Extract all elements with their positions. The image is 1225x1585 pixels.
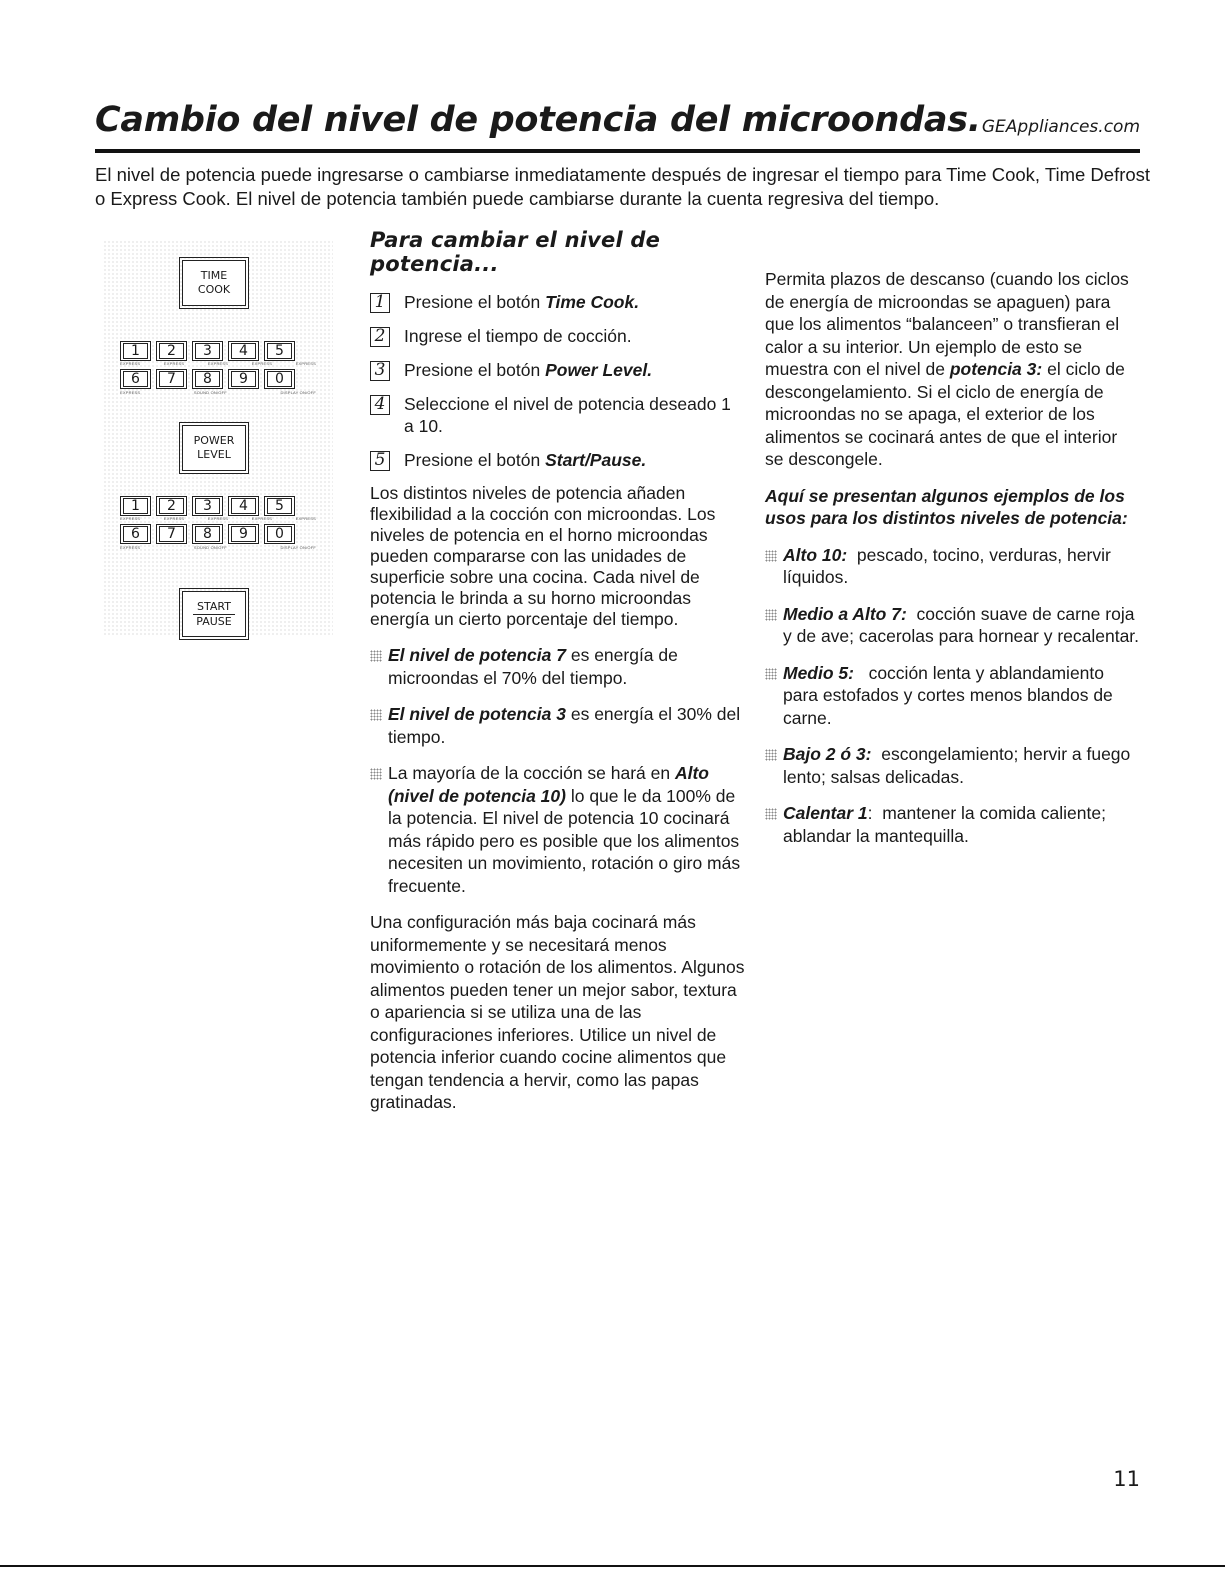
step-3	[370, 359, 745, 381]
key-4: 4	[228, 341, 259, 361]
key-3: 3	[192, 496, 223, 516]
step-number-1: 1	[370, 293, 390, 313]
bullet-marker-icon	[370, 709, 382, 721]
key-5: 5	[264, 341, 295, 361]
key-0: 0	[264, 524, 295, 544]
bullet-marker-icon	[370, 650, 382, 662]
number-row-2-bottom	[120, 524, 295, 544]
step-number-3: 3	[370, 361, 390, 381]
key-7: 7	[156, 369, 187, 389]
keypad-illustration	[103, 240, 333, 636]
bullet-marker-icon	[765, 668, 777, 680]
key-3: 3	[192, 341, 223, 361]
number-row-2-top	[120, 369, 295, 389]
key-5: 5	[264, 496, 295, 516]
example-low-2-3: Bajo 2 ó 3: escongelamiento; hervir a fuego lento; salsas delicadas.	[765, 743, 1140, 788]
example-high-10: Alto 10: pescado, tocino, verduras, hervir líquidos.	[765, 544, 1140, 589]
bullet-marker-icon	[765, 609, 777, 621]
key-6: 6	[120, 524, 151, 544]
time-cook-key-label-bottom: COOK	[197, 283, 231, 296]
steps-heading: Para cambiar el nivel de potencia...	[370, 228, 661, 276]
bullet-marker-icon	[370, 768, 382, 780]
example-warm-1: Calentar 1: mantener la comida caliente; ablandar la mantequilla.	[765, 802, 1140, 847]
bottom-rule	[0, 1565, 1225, 1567]
number-row-1-top	[120, 341, 295, 361]
step-4	[370, 393, 745, 437]
row-caption-2: EXPRESS SOUND ON/OFF DISPLAY ON/OFF	[120, 390, 316, 395]
bullet-marker-icon	[765, 808, 777, 820]
step-1	[370, 291, 745, 313]
right-column	[765, 268, 1140, 861]
page-number: 11	[1113, 1467, 1140, 1491]
row-caption: EXPRESS EXPRESS EXPRESS EXPRESS EXPRESS	[120, 361, 316, 366]
rest-periods-paragraph: Permita plazos de descanso (cuando los ciclos de energía de microondas se apaguen) para que los alimentos “balanceen” o transfieran el calor a su interior. Un ejemplo de esto se muestra con el nivel de potencia 3: el ciclo de descongelamiento. Si el ciclo de energía de microondas no se apaga, el exterior de los alimentos se cocinará antes de que el interior se descongele.	[765, 269, 1129, 469]
start-pause-key	[182, 591, 246, 637]
examples-heading: Aquí se presentan algunos ejemplos de los usos para los distintos niveles de potencia:	[765, 485, 1128, 528]
power-level-key-label-top: POWER	[193, 434, 235, 447]
step-text-5: Presione el botón Start/Pause.	[404, 450, 647, 470]
bullet-power-3: El nivel de potencia 3 es energía el 30% del tiempo.	[370, 703, 745, 748]
step-text-1: Presione el botón Time Cook.	[404, 292, 640, 312]
power-level-key	[182, 425, 246, 471]
start-pause-key-label-bottom: PAUSE	[193, 614, 234, 629]
step-2	[370, 325, 745, 347]
lower-setting-paragraph: Una configuración más baja cocinará más uniformemente y se necesitará menos movimiento o rotación de los alimentos. Algunos alimentos pueden tener un mejor sabor, textura o apariencia si se utiliza una de las configuraciones inferiores. Utilice un nivel de potencia inferior cuando cocine alimentos que tengan tendencia a hervir, como las papas gratinadas.	[370, 912, 745, 1112]
step-5	[370, 449, 745, 471]
row-caption-3: EXPRESS EXPRESS EXPRESS EXPRESS EXPRESS	[120, 516, 316, 521]
step-number-4: 4	[370, 395, 390, 415]
intro-paragraph: El nivel de potencia puede ingresarse o cambiarse inmediatamente después de ingresar el tiempo para Time Cook, Time Defrost o Express Cook. El nivel de potencia también puede cambiarse durante la cuenta regresiva del tiempo.	[95, 164, 1151, 209]
bullet-marker-icon	[765, 550, 777, 562]
step-text-4: Seleccione el nivel de potencia deseado 1 a 10.	[404, 394, 731, 436]
step-text-3: Presione el botón Power Level.	[404, 360, 653, 380]
example-medium-high-7: Medio a Alto 7: cocción suave de carne roja y de ave; cacerolas para hornear y recalentar.	[765, 603, 1140, 648]
key-9: 9	[228, 369, 259, 389]
power-level-key-label-bottom: LEVEL	[197, 448, 231, 461]
time-cook-key	[182, 260, 246, 306]
bullet-marker-icon	[765, 749, 777, 761]
start-pause-key-label-top: START	[197, 599, 231, 613]
step-text-2: Ingrese el tiempo de cocción.	[404, 326, 632, 346]
key-2: 2	[156, 341, 187, 361]
number-row-1-bottom	[120, 496, 295, 516]
bullet-power-7: El nivel de potencia 7 es energía de microondas el 70% del tiempo.	[370, 644, 745, 689]
example-medium-5: Medio 5: cocción lenta y ablandamiento para estofados y cortes menos blandos de carne.	[765, 662, 1140, 730]
key-8: 8	[192, 524, 223, 544]
key-6: 6	[120, 369, 151, 389]
key-9: 9	[228, 524, 259, 544]
row-caption-4: EXPRESS SOUND ON/OFF DISPLAY ON/OFF	[120, 545, 316, 550]
key-4: 4	[228, 496, 259, 516]
key-2: 2	[156, 496, 187, 516]
bullet-power-10: La mayoría de la cocción se hará en Alto (nivel de potencia 10) lo que le da 100% de la potencia. El nivel de potencia 10 cocinará más rápido pero es posible que los alimentos necesiten un movimiento, rotación o giro más frecuente.	[370, 762, 745, 897]
site-url: GEAppliances.com	[981, 117, 1140, 137]
key-7: 7	[156, 524, 187, 544]
time-cook-key-label-top: TIME	[200, 269, 228, 282]
key-1: 1	[120, 341, 151, 361]
title-rule	[95, 149, 1140, 153]
step-number-2: 2	[370, 327, 390, 347]
step-number-5: 5	[370, 451, 390, 471]
middle-column	[370, 228, 745, 1128]
page-title: Cambio del nivel de potencia del microondas.	[95, 100, 981, 140]
key-1: 1	[120, 496, 151, 516]
key-0: 0	[264, 369, 295, 389]
key-8: 8	[192, 369, 223, 389]
power-levels-paragraph: Los distintos niveles de potencia añaden flexibilidad a la cocción con microondas. Los niveles de potencia en el horno microondas pueden compararse con las unidades de superficie sobre una cocina. Cada nivel de potencia le brinda a su horno microondas energía un cierto porcentaje del tiempo.	[370, 483, 716, 629]
